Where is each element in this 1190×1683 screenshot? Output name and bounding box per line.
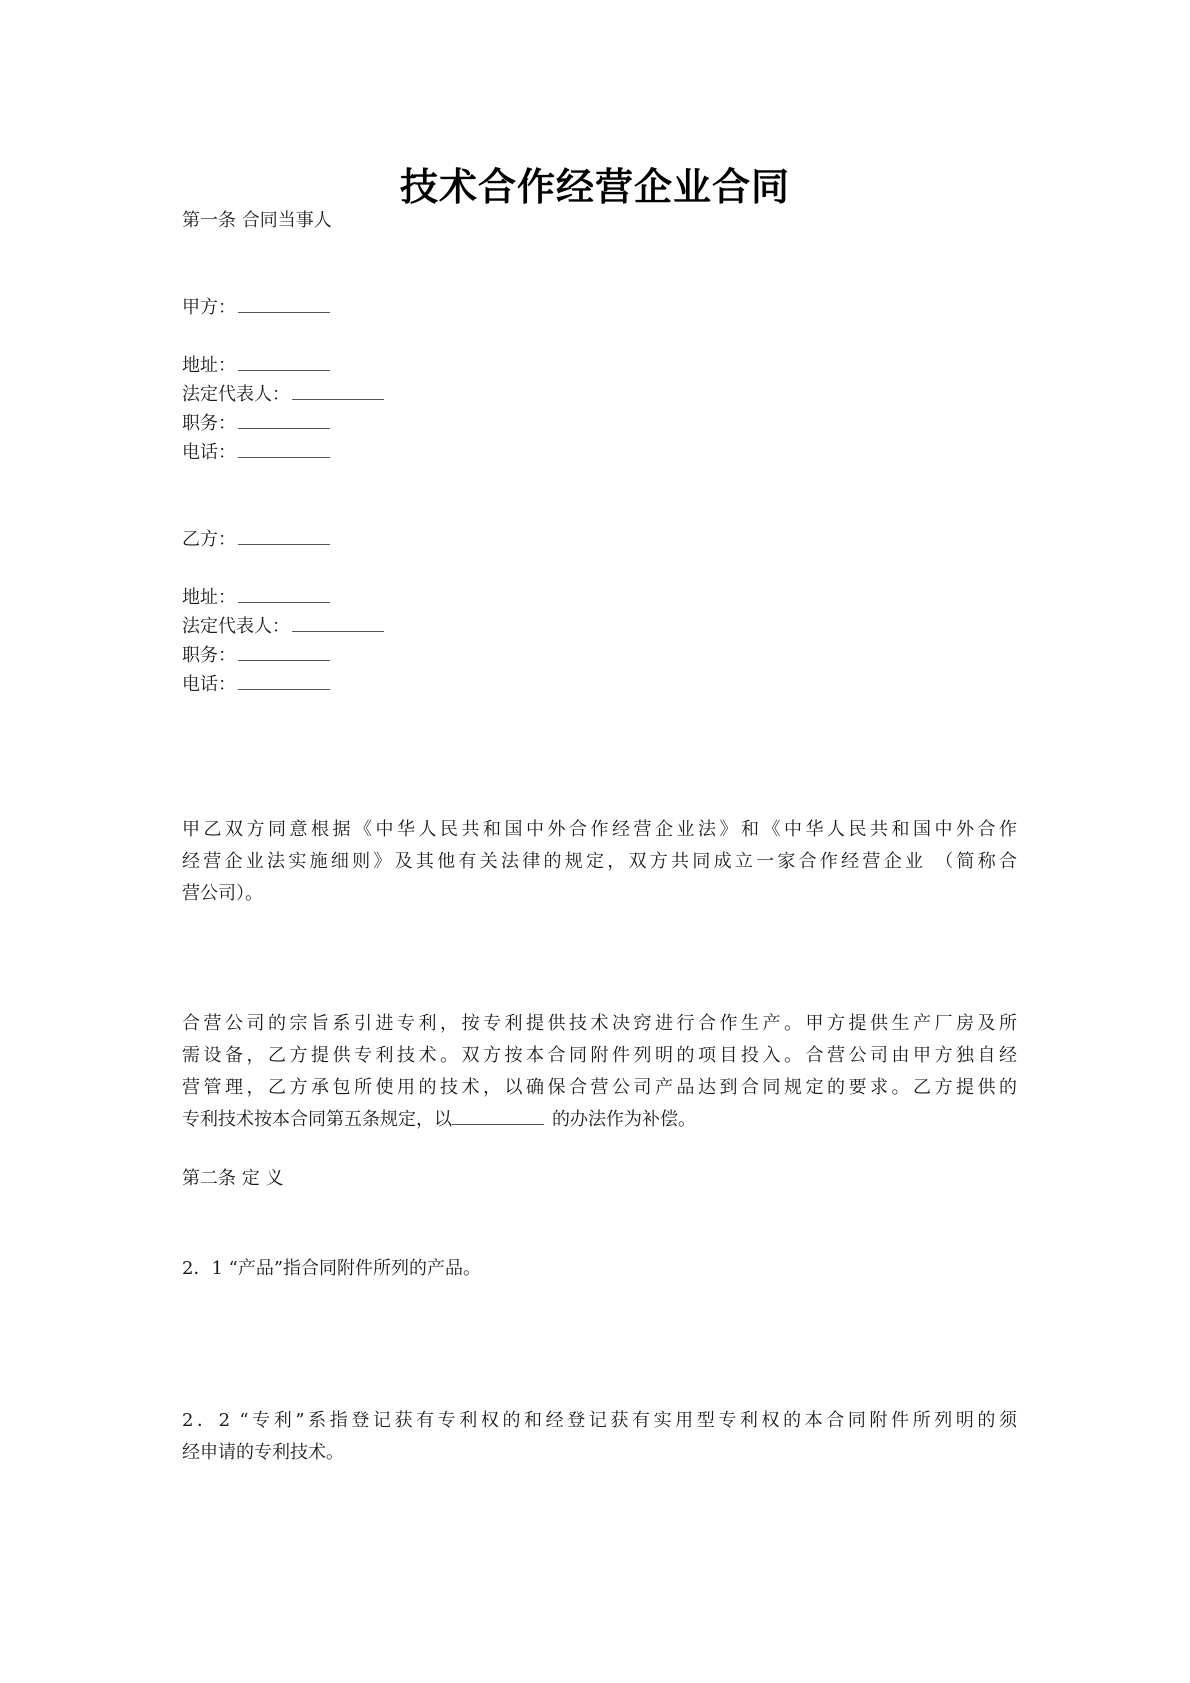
paragraph-line: 需设备，乙方提供专利技术。双方按本合同附件列明的项目投入。合营公司由甲方独自经 <box>182 1045 1017 1066</box>
party-b-phone-field <box>182 673 330 697</box>
party-a-legal-rep-label: 法定代表人： <box>182 384 290 405</box>
paragraph-line: 甲乙双方同意根据《中华人民共和国中外合作经营企业法》和《中华人民共和国中外合作 <box>182 819 1017 840</box>
party-a-address-label: 地址： <box>182 355 236 376</box>
compensation-suffix: 的办法作为补偿。 <box>552 1109 696 1130</box>
party-b-position-field <box>182 644 330 668</box>
party-a-position-label: 职务： <box>182 413 236 434</box>
party-a-legal-rep-field <box>182 383 384 407</box>
paragraph-line: 合营公司的宗旨系引进专利，按专利提供技术决窍进行合作生产。甲方提供生产厂房及所 <box>182 1013 1017 1034</box>
article-1-heading: 第一条 合同当事人 <box>182 210 332 231</box>
party-a-position-field <box>182 412 330 436</box>
paragraph-line: 2．2 “专利”系指登记获有专利权的和经登记获有实用型专利权的本合同附件所列明的须 <box>182 1410 1017 1431</box>
party-a-position-blank <box>238 412 330 429</box>
party-a-phone-label: 电话： <box>182 442 236 463</box>
party-b-legal-rep-label: 法定代表人： <box>182 616 290 637</box>
compensation-prefix: 专利技术按本合同第五条规定，以 <box>182 1109 452 1130</box>
purpose-paragraph <box>182 814 1017 910</box>
party-a-field <box>182 296 330 320</box>
paragraph-line: 经申请的专利技术。 <box>182 1442 344 1463</box>
party-a-address-field <box>182 354 330 378</box>
paragraph-line <box>182 1104 1017 1136</box>
party-b-position-blank <box>238 644 330 661</box>
party-b-legal-rep-field <box>182 615 384 639</box>
party-a-label: 甲方： <box>182 297 236 318</box>
scope-paragraph <box>182 1008 1017 1136</box>
party-b-legal-rep-blank <box>292 615 384 632</box>
party-b-address-label: 地址： <box>182 587 236 608</box>
paragraph-line: 营公司）。 <box>182 883 263 904</box>
party-b-label: 乙方： <box>182 529 236 550</box>
clause-2-2 <box>182 1405 1017 1469</box>
paragraph-line: 经营企业法实施细则》及其他有关法律的规定，双方共同成立一家合作经营企业 （简称合 <box>182 851 1017 872</box>
compensation-blank <box>452 1106 544 1125</box>
article-2-heading: 第二条 定 义 <box>182 1168 284 1189</box>
party-a-blank <box>238 296 330 313</box>
party-a-address-blank <box>238 354 330 371</box>
document-title: 技术合作经营企业合同 <box>399 165 790 209</box>
party-b-field <box>182 528 330 552</box>
party-a-legal-rep-blank <box>292 383 384 400</box>
party-b-phone-label: 电话： <box>182 674 236 695</box>
party-b-address-field <box>182 586 330 610</box>
clause-2-1: 2．1 “产品”指合同附件所列的产品。 <box>182 1258 482 1279</box>
paragraph-line: 营管理，乙方承包所使用的技术，以确保合营公司产品达到合同规定的要求。乙方提供的 <box>182 1077 1017 1098</box>
party-b-blank <box>238 528 330 545</box>
party-b-phone-blank <box>238 673 330 690</box>
party-a-phone-blank <box>238 441 330 458</box>
party-b-address-blank <box>238 586 330 603</box>
party-a-phone-field <box>182 441 330 465</box>
party-b-position-label: 职务： <box>182 645 236 666</box>
